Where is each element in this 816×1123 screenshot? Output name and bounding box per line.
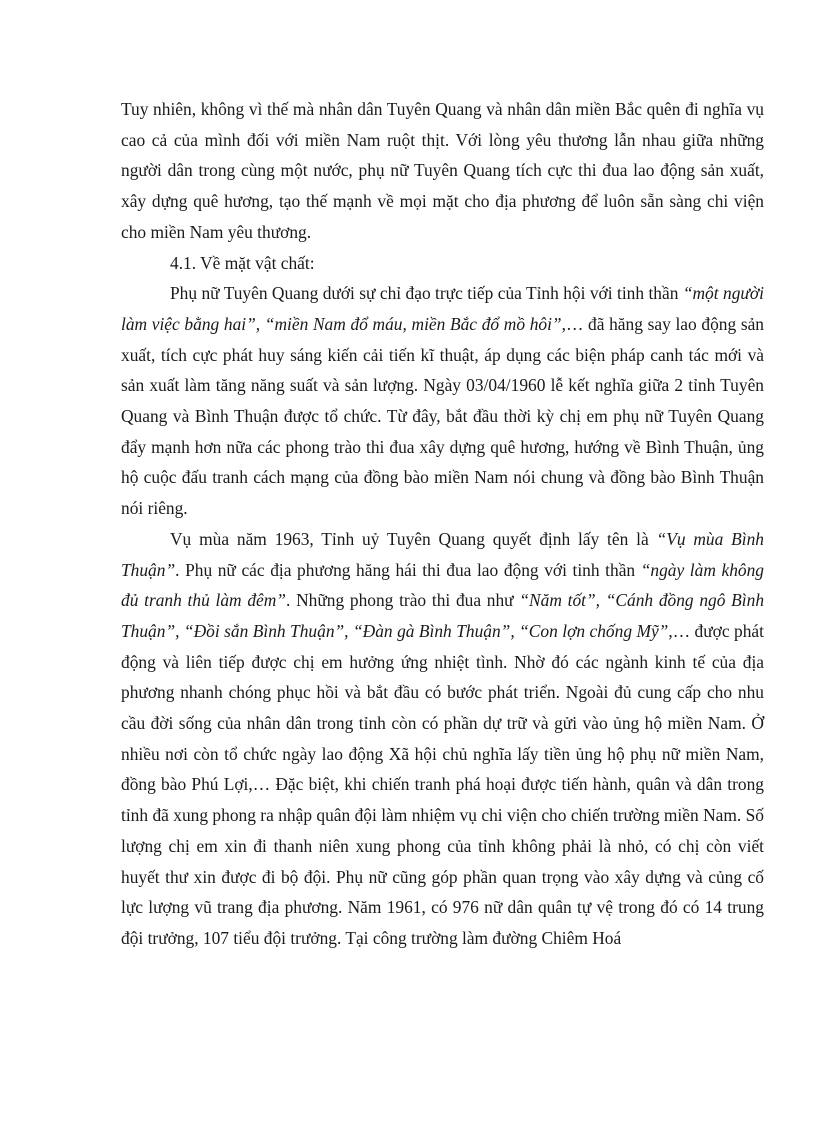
paragraph-harvest-text-a: Vụ mùa năm 1963, Tỉnh uỷ Tuyên Quang quyết định lấy tên là [170, 528, 657, 549]
paragraph-intro [121, 94, 764, 248]
document-page [121, 94, 764, 954]
section-heading [121, 248, 764, 279]
paragraph-intro-text: Tuy nhiên, không vì thế mà nhân dân Tuyên Quang và nhân dân miền Bắc quên đi nghĩa vụ cao cả của mình đối với miền Nam ruột thịt. Với lòng yêu thương lẫn nhau giữa những người dân trong cùng một nước, phụ nữ Tuyên Quang tích cực thi đua lao động sản xuất, xây dựng quê hương, tạo thế mạnh về mọi mặt cho địa phương để luôn sẵn sàng chi viện cho miền Nam yêu thương. [121, 99, 764, 242]
paragraph-harvest-quote-1: “Vụ mùa Bình Thuận” [121, 528, 765, 580]
paragraph-harvest-quote-3: “Năm tốt”, “Cánh đồng ngô Bình Thuận”, “Đồi sắn Bình Thuận”, “Đàn gà Bình Thuận”, “Con lợn chống Mỹ” [121, 590, 765, 641]
paragraph-harvest-text-d: ,… được phát động và liên tiếp được chị em hưởng ứng nhiệt tình. Nhờ đó các ngành kinh tế của địa phương nhanh chóng phục hồi và bắt đầu có bước phát triển. Ngoài đủ cung cấp cho nhu cầu đời sống của nhân dân trong tỉnh còn có phần dự trữ và gửi vào ủng hộ miền Nam. Ở nhiều nơi còn tổ chức ngày lao động Xã hội chủ nghĩa lấy tiền ủng hộ phụ nữ miền Nam, đồng bào Phú Lợi,… Đặc biệt, khi chiến tranh phá hoại được tiến hành, quân và dân trong tỉnh đã xung phong ra nhập quân đội làm nhiệm vụ chi viện cho chiến trường miền Nam. Số lượng chị em xin đi thanh niên xung phong của tỉnh không phải là nhỏ, có chị còn viết huyết thư xin được đi bộ đội. Phụ nữ cũng góp phần quan trọng vào xây dựng và củng cố lực lượng vũ trang địa phương. Năm 1961, có 976 nữ dân quân tự vệ trong đó có 14 trung đội trưởng, 107 tiểu đội trưởng. Tại công trường làm đường Chiêm Hoá [121, 620, 764, 948]
paragraph-harvest-text-b: . Phụ nữ các địa phương hăng hái thi đua lao động với tinh thần [175, 559, 641, 580]
paragraph-harvest-quote-2: “ngày làm không đủ tranh thủ làm đêm” [121, 559, 764, 611]
paragraph-material-text-b: ,… đã hăng say lao động sản xuất, tích cực phát huy sáng kiến cải tiến kĩ thuật, áp dụng các biện pháp canh tác mới và sản xuất làm tăng năng suất và sản lượng. Ngày 03/04/1960 lễ kết nghĩa giữa 2 tỉnh Tuyên Quang và Bình Thuận được tổ chức. Từ đây, bắt đầu thời kỳ chị em phụ nữ Tuyên Quang đẩy mạnh hơn nữa các phong trào thi đua xây dựng quê hương, hướng về Bình Thuận, ủng hộ cuộc đấu tranh cách mạng của đồng bào miền Nam nói chung và đồng bào Bình Thuận nói riêng. [121, 313, 765, 519]
section-heading-text: 4.1. Về mặt vật chất: [170, 252, 315, 273]
paragraph-harvest-text-c: . Những phong trào thi đua như [285, 590, 520, 611]
paragraph-material [121, 278, 764, 524]
paragraph-harvest [121, 524, 764, 954]
paragraph-material-quote: “một người làm việc bằng hai”, “miền Nam đổ máu, miền Bắc đổ mồ hôi” [121, 283, 764, 334]
paragraph-material-text-a: Phụ nữ Tuyên Quang dưới sự chỉ đạo trực tiếp của Tỉnh hội với tinh thần [170, 283, 683, 304]
